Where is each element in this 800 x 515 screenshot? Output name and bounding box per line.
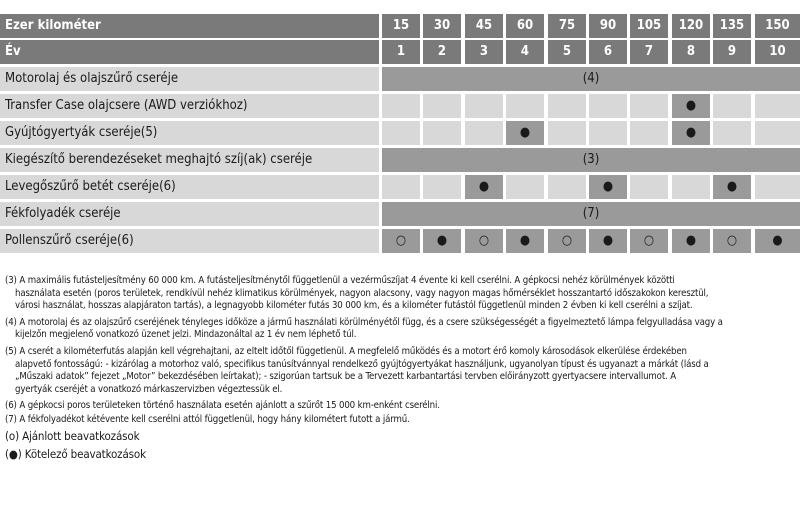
row-cell: ○: [548, 229, 586, 253]
year-header-cell: 4: [506, 40, 544, 64]
row-cell: ●: [672, 94, 710, 118]
row-cell: ●: [589, 175, 627, 199]
row-cell: [506, 94, 544, 118]
footnote-line: használata esetén (poros területek, rendkívül nehéz klimatikus körülmények, nagyon alacsony, vagy nagyon magas hőmérséklet hosszantartó időszakokon keresztül,: [15, 287, 709, 299]
row-cell: [382, 175, 420, 199]
footnotes: [5, 275, 795, 463]
footnote-line: városi használat, hosszas alapjáraton tartás), a legnagyobb kilométer futás 30 000 km, és a kilométer futástól függetlenül minden 2 évben ki kell cserélni a szíjat.: [15, 300, 693, 312]
table-row: [0, 121, 800, 145]
km-header-cell: 150: [755, 14, 800, 38]
year-header-cell: 8: [672, 40, 710, 64]
table-row: [0, 202, 800, 226]
row-span-note: (7): [382, 202, 800, 226]
year-header-cell: 7: [630, 40, 668, 64]
row-cell: ○: [465, 229, 503, 253]
km-header-cell: 90: [589, 14, 627, 38]
row-cell: [589, 121, 627, 145]
row-cell: [548, 121, 586, 145]
row-cell: [382, 121, 420, 145]
row-label: Fékfolyadék cseréje: [0, 202, 379, 226]
table-row: [0, 229, 800, 253]
year-header-cell: 3: [465, 40, 503, 64]
footnote-6: [5, 400, 795, 413]
km-header-label: Ezer kilométer: [0, 14, 379, 38]
footnote-5: [5, 346, 795, 396]
footnote-3: [5, 275, 795, 313]
footnote-line: (6) A gépkocsi poros területeken történő használata esetén ajánlott a szűrőt 15 000 km-enként cserélni.: [5, 400, 440, 412]
footnote-line: (7) A fékfolyadékot kétévente kell cserélni attól függetlenül, hogy hány kilométert futott a jármű.: [5, 413, 410, 425]
year-header-label: Év: [0, 40, 379, 64]
footnote-7: [5, 414, 795, 427]
row-label: Levegőszűrő betét cseréje(6): [0, 175, 379, 199]
row-cell: [465, 121, 503, 145]
table-row: [0, 94, 800, 118]
footnote-line: „Műszaki adatok” fejezet „Motor” bekezdésében leírtakat); - szigorúan tartsuk be a Tervezett karbantartási tervben előirányzott gyertyacsere intervallumot. A: [15, 371, 676, 383]
row-cell: ●: [672, 229, 710, 253]
km-header-cell: 105: [630, 14, 668, 38]
year-header-cell: 6: [589, 40, 627, 64]
legend-recommended: (o) Ajánlott beavatkozások: [5, 428, 140, 443]
row-cell: [548, 94, 586, 118]
row-cell: ●: [506, 121, 544, 145]
row-cell: [713, 121, 751, 145]
km-header-cell: 60: [506, 14, 544, 38]
km-header-cell: 120: [672, 14, 710, 38]
km-header-cell: 30: [423, 14, 461, 38]
km-header-cell: 75: [548, 14, 586, 38]
year-header-cell: 1: [382, 40, 420, 64]
row-cell: ●: [465, 175, 503, 199]
row-cell: [755, 94, 800, 118]
row-label: Pollenszűrő cseréje(6): [0, 229, 379, 253]
row-label: Kiegészítő berendezéseket meghajtó szíj(ak) cseréje: [0, 148, 379, 172]
footnote-4: [5, 317, 795, 342]
table-row: [0, 175, 800, 199]
row-label: Gyújtógyertyák cseréje(5): [0, 121, 379, 145]
table-row: [0, 67, 800, 91]
row-cell: ○: [382, 229, 420, 253]
header-year-row: [0, 40, 800, 64]
row-cell: [423, 121, 461, 145]
footnote-line: kijelzőn megjelenő vonatkozó üzenet jelzi. Mindazonáltal az 1 év nem léphető túl.: [15, 329, 357, 341]
row-cell: [755, 121, 800, 145]
row-cell: [382, 94, 420, 118]
row-cell: [506, 175, 544, 199]
row-span-note: (3): [382, 148, 800, 172]
table-row: [0, 148, 800, 172]
row-cell: [548, 175, 586, 199]
row-cell: [423, 94, 461, 118]
legend-mandatory: (●) Kötelező beavatkozások: [5, 446, 146, 461]
footnote-line: alapvető fontosságú: - kizárólag a motorhoz való, specifikus tanúsítvánnyal rendelkező gyújtógyertyákat használjunk, ugyanolyan típust és ugyanazt a márkát (lásd a: [15, 358, 709, 370]
row-cell: ●: [506, 229, 544, 253]
row-cell: [713, 94, 751, 118]
row-cell: ●: [672, 121, 710, 145]
footnote-line: (3) A maximális futásteljesítmény 60 000 km. A futásteljesítménytől függetlenül a vezérműszíjat 4 évente ki kell cserélni. A gépkocsi nehéz körülmények közötti: [5, 275, 675, 286]
row-cell: [630, 175, 668, 199]
row-cell: [672, 175, 710, 199]
row-cell: [630, 121, 668, 145]
row-cell: [423, 175, 461, 199]
row-cell: [465, 94, 503, 118]
year-header-cell: 10: [755, 40, 800, 64]
footnote-line: gyertyák cseréjét a vonatkozó márkaszervizben végeztessük el.: [15, 383, 283, 395]
row-label: Transfer Case olajcsere (AWD verziókhoz): [0, 94, 379, 118]
year-header-cell: 2: [423, 40, 461, 64]
row-cell: ○: [713, 229, 751, 253]
footnote-line: (5) A cserét a kilométerfutás alapján kell végrehajtani, az eltelt időtől függetlenül. A megfelelő működés és a motort érő komoly károsodások elkerülése érdekében: [5, 345, 687, 357]
km-header-cell: 135: [713, 14, 751, 38]
row-cell: ●: [713, 175, 751, 199]
row-cell: ●: [589, 229, 627, 253]
year-header-cell: 9: [713, 40, 751, 64]
row-cell: ●: [755, 229, 800, 253]
footnote-line: (4) A motorolaj és az olajszűrő cseréjének tényleges időköze a jármű használati körülményétől függ, és a csere szükségességét a figyelmeztető lámpa felgyulladása vagy a: [5, 316, 723, 328]
header-km-row: [0, 14, 800, 38]
row-cell: [755, 175, 800, 199]
row-cell: [589, 94, 627, 118]
km-header-cell: 45: [465, 14, 503, 38]
year-header-cell: 5: [548, 40, 586, 64]
row-cell: [630, 94, 668, 118]
row-span-note: (4): [382, 67, 800, 91]
km-header-cell: 15: [382, 14, 420, 38]
row-label: Motorolaj és olajszűrő cseréje: [0, 67, 379, 91]
row-cell: ●: [423, 229, 461, 253]
row-cell: ○: [630, 229, 668, 253]
